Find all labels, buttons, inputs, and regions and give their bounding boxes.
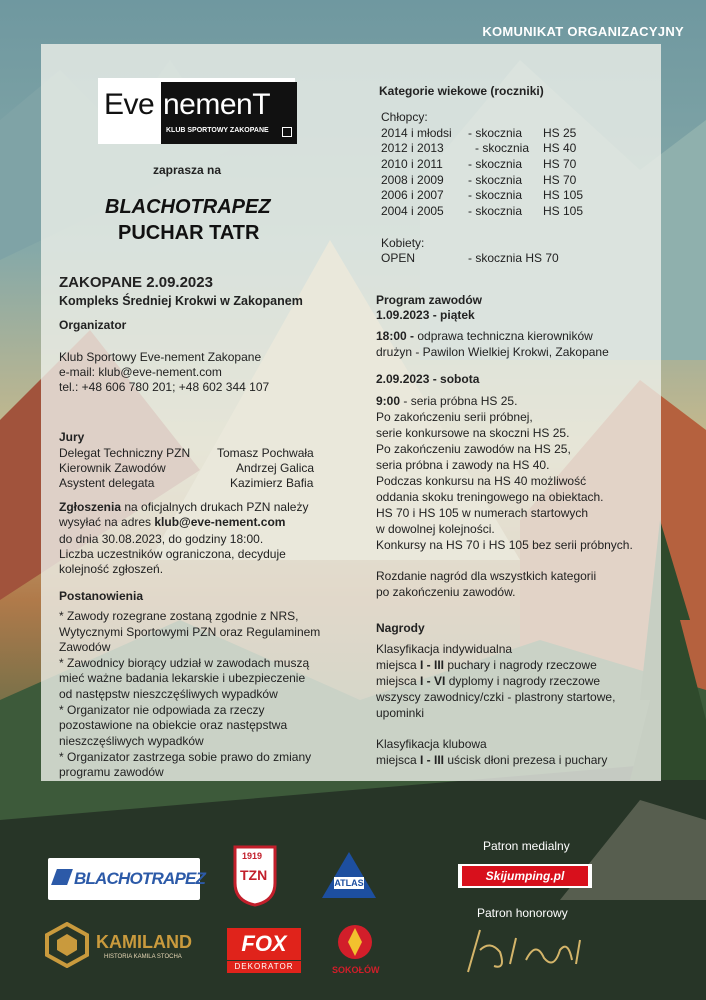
rules-line: * Organizator zastrzega sobie prawo do zmiany [59, 750, 312, 764]
categories-heading: Kategorie wiekowe (roczniki) [379, 84, 544, 98]
blachotrapez-logo [48, 858, 206, 900]
organizer-heading: Organizator [59, 318, 127, 332]
registration-line-1 [59, 500, 308, 516]
prize-line [376, 658, 597, 674]
fox-logo [227, 928, 301, 974]
category-hs: HS 70 [543, 157, 577, 171]
jury-name: Kazimierz Bafia [230, 476, 314, 490]
kamiland-subtitle: HISTORIA KAMILA STOCHA [104, 954, 182, 960]
registration-text: na oficjalnych drukach PZN należy [121, 500, 309, 514]
event-title-sponsor: BLACHOTRAPEZ [105, 196, 271, 218]
category-hs: HS 105 [543, 204, 584, 218]
program-text: Konkursy na HS 70 i HS 105 bez serii próbnych. [376, 538, 633, 552]
organizer-phone: tel.: +48 606 780 201; +48 602 344 107 [59, 380, 270, 394]
program-text: - seria próbna HS 25. [400, 394, 518, 408]
category-years: 2014 i młodsi [381, 126, 452, 140]
jury-role: Asystent delegata [59, 476, 155, 490]
kamiland-text: KAMILAND [96, 932, 192, 952]
logo-subtitle: KLUB SPORTOWY ZAKOPANE [166, 127, 269, 134]
awards-info: Rozdanie nagród dla wszystkich kategorii [376, 569, 597, 583]
signature-icon [460, 920, 590, 980]
tzn-year: 1919 [242, 851, 263, 861]
patron-honor-label: Patron honorowy [477, 906, 568, 920]
prize-line [376, 753, 607, 769]
prize-text: miejsca [376, 753, 421, 767]
rules-line: pozostawione na obiekcie oraz następstwa [59, 718, 288, 732]
prize-text: miejsca [376, 674, 421, 688]
rules-line: od następstw nieszczęśliwych wypadków [59, 687, 278, 701]
invites-text: zaprasza na [153, 163, 222, 177]
prize-line: upominki [376, 706, 425, 720]
program-text: serie konkursowe na skoczni HS 25. [376, 426, 570, 440]
category-hill: - skocznia [468, 204, 523, 218]
program-text: Podczas konkursu na HS 40 możliwość [376, 474, 587, 488]
header-title: KOMUNIKAT ORGANIZACYJNY [482, 24, 684, 39]
awards-info: po zakończeniu zawodów. [376, 585, 516, 599]
program-text: odprawa techniczna kierowników [417, 329, 593, 343]
club-heading: Klasyfikacja klubowa [376, 737, 487, 751]
prize-line [376, 674, 600, 690]
program-text: drużyn - Pawilon Wielkiej Krokwi, Zakopane [376, 345, 609, 359]
rules-line: * Organizator nie odpowiada za rzeczy [59, 703, 265, 717]
blachotrapez-text: BLACHOTRAPEZ [74, 869, 206, 888]
venue: Kompleks Średniej Krokwi w Zakopanem [59, 294, 303, 308]
prize-places: I - III [420, 658, 445, 672]
rules-line: Zawodów [59, 640, 111, 654]
category-hs: HS 105 [543, 188, 584, 202]
registration-line: Liczba uczestników ograniczona, decyduje [59, 547, 286, 561]
organizer-line: Klub Sportowy Eve-nement Zakopane [59, 350, 262, 364]
logo-text-eve: Eve [104, 88, 155, 121]
registration-line-2 [59, 515, 285, 531]
kamiland-logo [44, 922, 204, 972]
patron-media-label: Patron medialny [483, 839, 570, 853]
tzn-text: TZN [240, 867, 268, 883]
rules-line: nieszczęśliwych wypadków [59, 734, 204, 748]
fox-text: FOX [227, 928, 301, 960]
category-years: 2008 i 2009 [381, 173, 444, 187]
logo-text-nement: nemenT [163, 88, 271, 121]
program-text: oddania skoku treningowego na obiektach. [376, 490, 604, 504]
rules-line: * Zawody rozegrane zostaną zgodnie z NRS, [59, 609, 299, 623]
location-date: ZAKOPANE 2.09.2023 [59, 274, 213, 291]
category-hs: HS 70 [543, 173, 577, 187]
program-day-1: 1.09.2023 - piątek [376, 308, 475, 322]
category-hs: HS 25 [543, 126, 577, 140]
rules-line: * Zawodnicy biorący udział w zawodach muszą [59, 656, 310, 670]
prize-text: dyplomy i nagrody rzeczowe [445, 674, 601, 688]
prize-line: wszyscy zawodnicy/czki - plastrony startowe, [376, 690, 616, 704]
jury-role: Kierownik Zawodów [59, 461, 166, 475]
tzn-logo [233, 845, 277, 907]
program-day-2-line [376, 394, 517, 410]
program-time: 9:00 [376, 394, 401, 408]
rules-line: mieć ważne badania lekarskie i ubezpieczenie [59, 671, 306, 685]
program-text: Po zakończeniu zawodów na HS 25, [376, 442, 571, 456]
category-hill: - skocznia [468, 188, 523, 202]
program-text: w dowolnej kolejności. [376, 522, 495, 536]
program-day-1-line [376, 329, 593, 345]
jury-role: Delegat Techniczny PZN [59, 446, 191, 460]
program-heading: Program zawodów [376, 293, 483, 307]
category-hill: - skocznia [468, 173, 523, 187]
prize-text: puchary i nagrody rzeczowe [444, 658, 597, 672]
program-text: HS 70 i HS 105 w numerach startowych [376, 506, 589, 520]
prize-text: uścisk dłoni prezesa i puchary [444, 753, 608, 767]
women-label: Kobiety: [381, 236, 425, 250]
organizer-email: e-mail: klub@eve-nement.com [59, 365, 222, 379]
prize-text: miejsca [376, 658, 421, 672]
registration-email: klub@eve-nement.com [154, 515, 286, 529]
event-title: PUCHAR TATR [118, 222, 260, 244]
program-day-2: 2.09.2023 - sobota [376, 372, 480, 386]
prize-places: I - VI [420, 674, 446, 688]
jury-heading: Jury [59, 430, 85, 444]
category-years: 2004 i 2005 [381, 204, 444, 218]
registration-bold: Zgłoszenia [59, 500, 122, 514]
category-years: 2010 i 2011 [381, 157, 443, 171]
women-hill: - skocznia HS 70 [468, 251, 559, 265]
rules-line: programu zawodów [59, 765, 164, 779]
prize-places: I - III [420, 753, 445, 767]
program-text: seria próbna i zawody na HS 40. [376, 458, 550, 472]
women-years: OPEN [381, 251, 416, 265]
skijumping-text: Skijumping.pl [462, 866, 588, 886]
logo-square-icon [282, 127, 292, 137]
category-hs: HS 40 [543, 141, 577, 155]
category-hill: - skocznia [468, 126, 523, 140]
rules-line: Wytycznymi Sportowymi PZN oraz Regulaminem [59, 625, 321, 639]
registration-line: do dnia 30.08.2023, do godziny 18:00. [59, 532, 264, 546]
registration-line: kolejność zgłoszeń. [59, 562, 164, 576]
category-hill: - skocznia [468, 157, 523, 171]
boys-label: Chłopcy: [381, 110, 428, 124]
registration-text: wysyłać na adres [59, 515, 155, 529]
skijumping-logo [458, 864, 592, 888]
program-text: Po zakończeniu serii próbnej, [376, 410, 533, 424]
rules-heading: Postanowienia [59, 589, 144, 603]
category-years: 2012 i 2013 [381, 141, 444, 155]
fox-subtitle: DEKORATOR [227, 961, 301, 973]
category-hill: - skocznia [475, 141, 530, 155]
individual-heading: Klasyfikacja indywidualna [376, 642, 513, 656]
jury-name: Andrzej Galica [236, 461, 315, 475]
program-time: 18:00 - [376, 329, 418, 343]
prizes-heading: Nagrody [376, 621, 425, 635]
jury-name: Tomasz Pochwała [217, 446, 314, 460]
atlas-logo [320, 850, 378, 902]
sokolow-logo [330, 920, 380, 980]
category-years: 2006 i 2007 [381, 188, 444, 202]
sokolow-text: SOKOŁÓW [332, 965, 380, 975]
atlas-text: ATLAS [334, 878, 364, 888]
